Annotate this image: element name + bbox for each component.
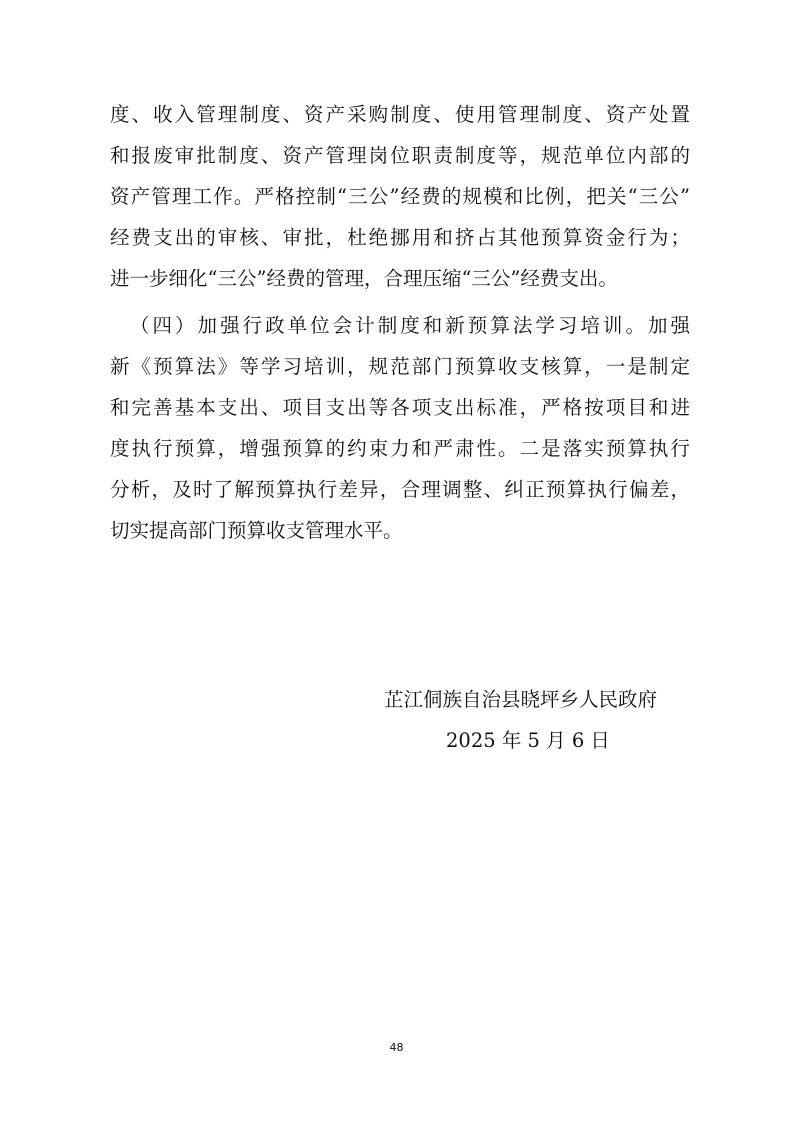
paragraph-line: 经费支出的审核、审批，杜绝挪用和挤占其他预算资金行为； xyxy=(110,226,690,249)
paragraph-line: 和报废审批制度、资产管理岗位职责制度等，规范单位内部的 xyxy=(110,144,690,167)
signature-date: 2025 年 5 月 6 日 xyxy=(446,729,610,752)
paragraph-line: 资产管理工作。严格控制“三公”经费的规模和比例，把关“三公” xyxy=(110,185,690,208)
paragraph-line: 切实提高部门预算收支管理水平。 xyxy=(110,519,403,542)
paragraph-line: 新《预算法》等学习培训，规范部门预算收支核算，一是制定 xyxy=(110,355,690,378)
signature-organization: 芷江侗族自治县晓坪乡人民政府 xyxy=(384,688,658,711)
paragraph-line: 和完善基本支出、项目支出等各项支出标准，严格按项目和进 xyxy=(110,396,690,419)
paragraph-line: 分析，及时了解预算执行差异，合理调整、纠正预算执行偏差， xyxy=(110,478,690,501)
paragraph-line: 进一步细化“三公”经费的管理，合理压缩“三公”经费支出。 xyxy=(110,267,618,290)
paragraph-line: 度执行预算，增强预算的约束力和严肃性。二是落实预算执行 xyxy=(110,437,690,460)
paragraph-line: 度、收入管理制度、资产采购制度、使用管理制度、资产处置 xyxy=(110,103,690,126)
page-number: 48 xyxy=(389,1041,404,1054)
section-four-heading-line: （四）加强行政单位会计制度和新预算法学习培训。加强 xyxy=(130,314,690,337)
